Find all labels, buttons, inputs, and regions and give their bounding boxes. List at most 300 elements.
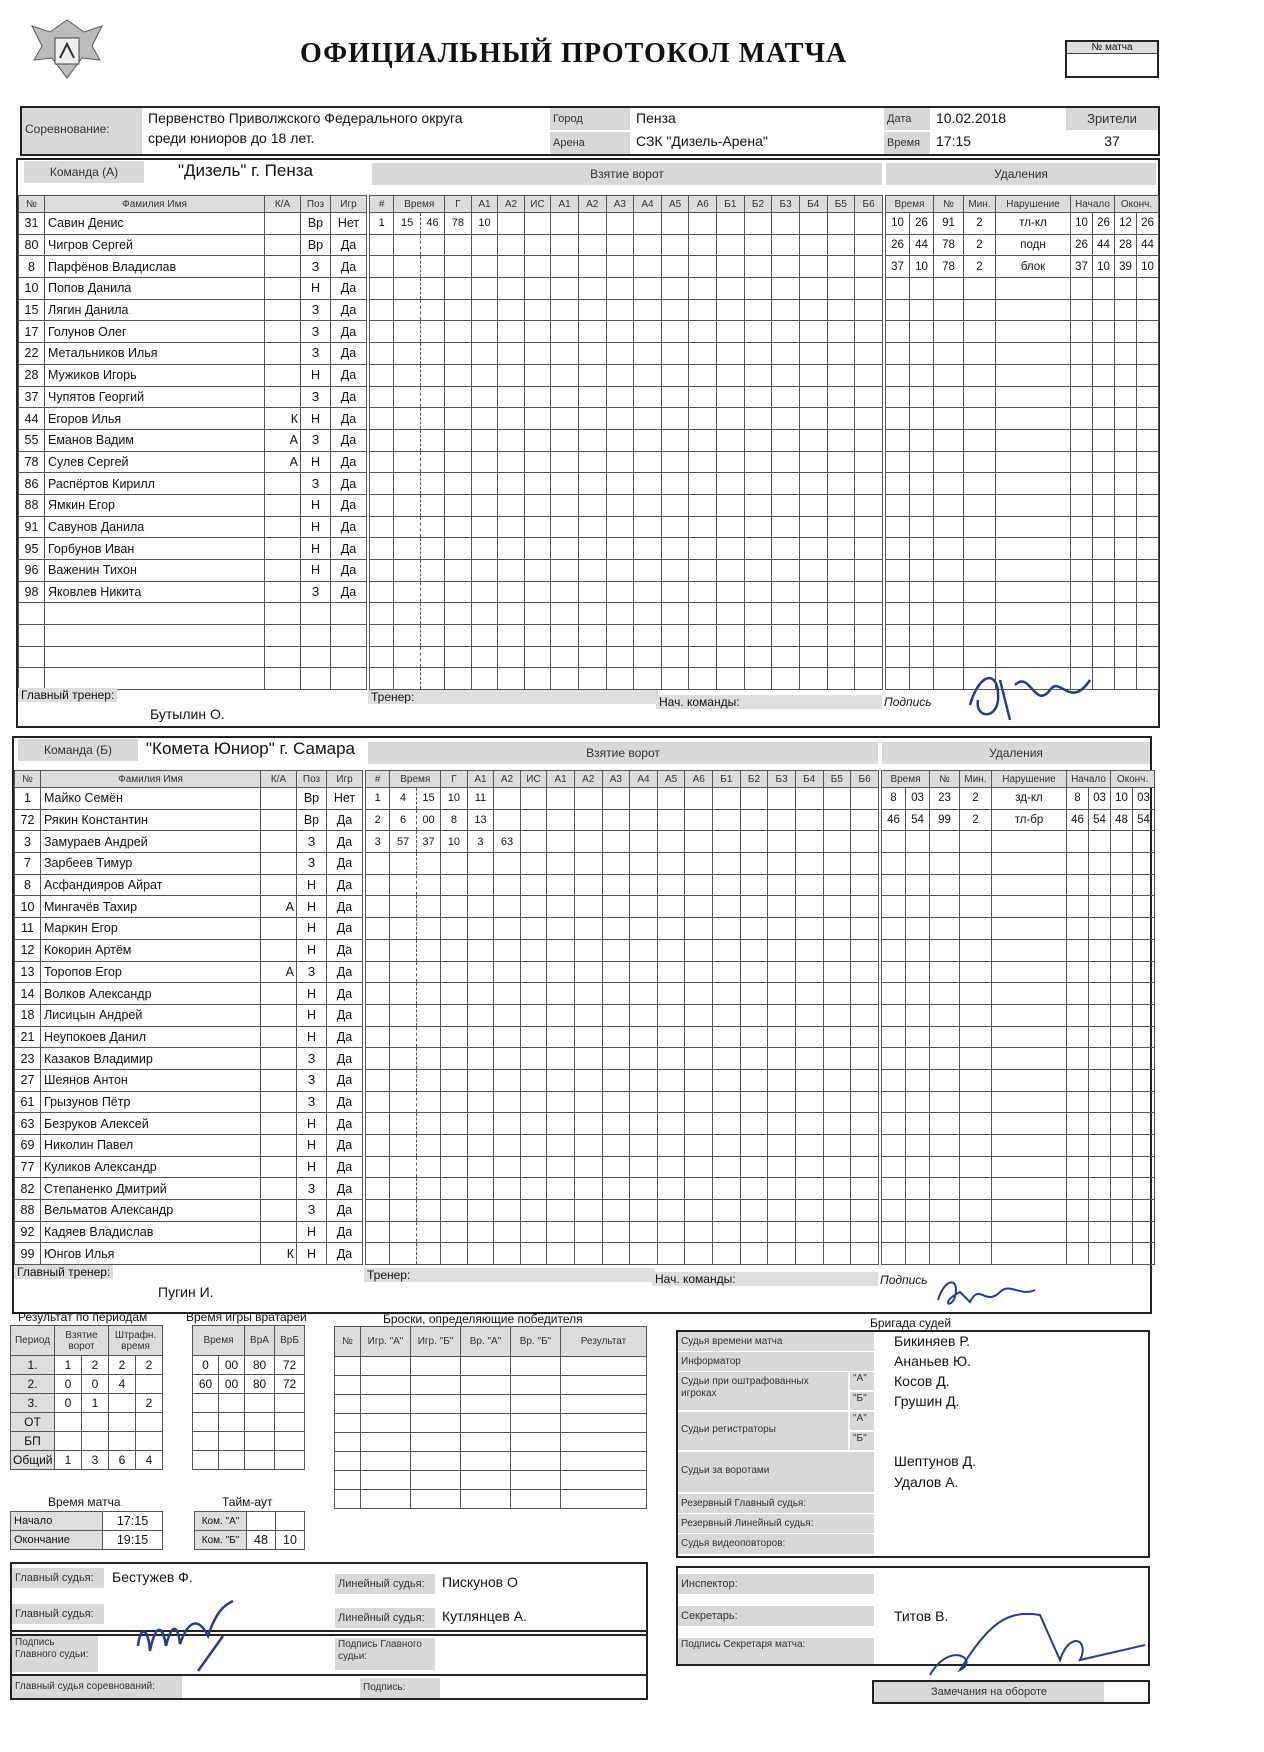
penalty-row bbox=[886, 408, 1159, 430]
penalty-row bbox=[882, 1178, 1155, 1200]
goal-cell bbox=[551, 343, 579, 365]
goal-cell bbox=[689, 625, 717, 647]
penalty-cell bbox=[992, 1004, 1067, 1026]
penalty-cell bbox=[996, 603, 1071, 625]
penalty-cell bbox=[1067, 1069, 1089, 1091]
goal-cell bbox=[602, 1048, 630, 1070]
table-row bbox=[19, 538, 367, 560]
penalty-cell bbox=[1137, 299, 1159, 321]
goal-cell bbox=[471, 560, 498, 582]
goal-cell bbox=[685, 896, 713, 918]
penalty-cell bbox=[960, 1221, 992, 1243]
spectators: 37 bbox=[1104, 133, 1120, 149]
shootout-cell bbox=[561, 1395, 647, 1414]
player-name: Голунов Олег bbox=[45, 321, 265, 343]
player-igr: Да bbox=[327, 1178, 363, 1200]
penalty-cell bbox=[934, 625, 964, 647]
goal-cell bbox=[851, 1178, 879, 1200]
player-igr: Да bbox=[327, 983, 363, 1005]
goal-cell bbox=[441, 1156, 468, 1178]
penalty-cell: 78 bbox=[934, 234, 964, 256]
gk-row bbox=[193, 1394, 305, 1413]
gk-row bbox=[193, 1413, 305, 1432]
penalty-row bbox=[882, 874, 1155, 896]
penalty-cell: тл-кл bbox=[996, 213, 1071, 235]
shootout-cell bbox=[411, 1357, 461, 1376]
goal-cell bbox=[630, 918, 658, 940]
penalty-cell bbox=[996, 538, 1071, 560]
goal-cell bbox=[634, 473, 662, 495]
goal-cell bbox=[578, 451, 606, 473]
goal-cell bbox=[524, 299, 551, 321]
goal-cell bbox=[740, 1026, 768, 1048]
penalty-cell: 46 bbox=[1067, 809, 1089, 831]
penalty-cell bbox=[1093, 429, 1115, 451]
goal-cell bbox=[713, 918, 741, 940]
penalty-cell bbox=[910, 494, 934, 516]
goal-row bbox=[366, 983, 879, 1005]
table-row bbox=[19, 256, 367, 278]
player-ka bbox=[265, 516, 301, 538]
goal-cell bbox=[657, 1178, 685, 1200]
penalty-cell: 2 bbox=[964, 213, 996, 235]
goal-cell bbox=[520, 961, 547, 983]
penalty-cell bbox=[1133, 939, 1155, 961]
penalty-cell bbox=[964, 538, 996, 560]
period-cell bbox=[55, 1432, 82, 1451]
goal-cell bbox=[606, 256, 634, 278]
goal-cell bbox=[524, 646, 551, 668]
goal-cell bbox=[689, 538, 717, 560]
shootout-row bbox=[335, 1376, 647, 1395]
penalty-cell: 44 bbox=[1137, 234, 1159, 256]
penalty-cell bbox=[906, 983, 930, 1005]
goal-cell bbox=[524, 625, 551, 647]
player-pos: Н bbox=[297, 1221, 327, 1243]
goal-cell bbox=[441, 1200, 468, 1222]
penalty-cell bbox=[882, 961, 906, 983]
team-b-head-coach: Пугин И. bbox=[158, 1284, 214, 1300]
penalty-cell bbox=[934, 538, 964, 560]
goal-cell bbox=[370, 668, 394, 690]
player-pos: З bbox=[297, 853, 327, 875]
penalty-cell bbox=[960, 1243, 992, 1265]
player-ka bbox=[261, 1004, 297, 1026]
goal-cell bbox=[827, 343, 855, 365]
penalty-cell bbox=[1137, 646, 1159, 668]
period-cell: 2. bbox=[11, 1375, 55, 1394]
goal-cell: 15 bbox=[416, 788, 440, 810]
goal-cell bbox=[524, 408, 551, 430]
goal-cell bbox=[498, 321, 525, 343]
remarks-box bbox=[872, 1680, 1150, 1704]
player-pos: Н bbox=[297, 874, 327, 896]
end-time: 19:15 bbox=[103, 1531, 163, 1550]
goal-cell bbox=[657, 831, 685, 853]
goal-cell bbox=[744, 538, 772, 560]
penalty-row bbox=[882, 1135, 1155, 1157]
player-num: 27 bbox=[15, 1069, 41, 1091]
player-pos: З bbox=[297, 1048, 327, 1070]
goal-cell bbox=[416, 939, 440, 961]
penalty-cell bbox=[1071, 560, 1093, 582]
goal-cell bbox=[657, 1026, 685, 1048]
goal-cell bbox=[689, 299, 717, 321]
player-pos: З bbox=[301, 321, 331, 343]
goal-cell bbox=[416, 1048, 440, 1070]
team-b-name: "Комета Юниор" г. Самара bbox=[146, 739, 356, 758]
goal-cell bbox=[524, 386, 551, 408]
goal-cell bbox=[630, 1200, 658, 1222]
player-num: 23 bbox=[15, 1048, 41, 1070]
goal-cell bbox=[471, 581, 498, 603]
goal-cell bbox=[657, 918, 685, 940]
penalty-cell: 2 bbox=[964, 234, 996, 256]
player-igr: Да bbox=[327, 809, 363, 831]
goal-cell bbox=[390, 1135, 417, 1157]
goal-cell bbox=[578, 668, 606, 690]
goal-cell bbox=[685, 1221, 713, 1243]
penalty-cell bbox=[930, 918, 960, 940]
goal-cell bbox=[574, 1221, 602, 1243]
penalty-cell bbox=[1089, 1135, 1111, 1157]
goal-cell bbox=[768, 1135, 796, 1157]
player-num: 44 bbox=[19, 408, 45, 430]
penalty-row bbox=[882, 896, 1155, 918]
penalty-cell bbox=[1137, 386, 1159, 408]
goal-cell bbox=[520, 1200, 547, 1222]
table-row bbox=[15, 1135, 363, 1157]
goal-cell bbox=[772, 581, 800, 603]
penalty-cell: 2 bbox=[960, 788, 992, 810]
goal-cell bbox=[547, 1243, 575, 1265]
goal-cell bbox=[689, 451, 717, 473]
player-name: Савунов Данила bbox=[45, 516, 265, 538]
goal-cell: 57 bbox=[390, 831, 417, 853]
goal-cell bbox=[768, 1026, 796, 1048]
goal-cell bbox=[630, 939, 658, 961]
penalty-cell bbox=[1089, 1026, 1111, 1048]
penalty-cell bbox=[1093, 494, 1115, 516]
goal-cell bbox=[713, 788, 741, 810]
penalty-cell bbox=[1137, 451, 1159, 473]
penalty-row bbox=[882, 961, 1155, 983]
penalty-cell bbox=[1067, 1156, 1089, 1178]
penalty-cell bbox=[1071, 408, 1093, 430]
goal-cell bbox=[471, 321, 498, 343]
penalty-cell bbox=[934, 408, 964, 430]
goal-cell bbox=[851, 788, 879, 810]
penalty-cell bbox=[886, 494, 910, 516]
player-pos: З bbox=[301, 429, 331, 451]
col-slot: А4 bbox=[630, 771, 658, 788]
goal-cell bbox=[471, 473, 498, 495]
col-slot: Б1 bbox=[717, 196, 745, 213]
penalty-cell bbox=[906, 1200, 930, 1222]
penalty-row bbox=[882, 1221, 1155, 1243]
col-goal-time: Время bbox=[394, 196, 445, 213]
goal-cell bbox=[855, 408, 883, 430]
penalty-cell bbox=[1115, 668, 1137, 690]
goal-row bbox=[366, 1048, 879, 1070]
shootout-cell bbox=[411, 1395, 461, 1414]
table-row bbox=[19, 451, 367, 473]
penalty-cell bbox=[1067, 1091, 1089, 1113]
goal-cell bbox=[823, 1091, 851, 1113]
goal-cell bbox=[634, 625, 662, 647]
penalty-cell bbox=[1071, 494, 1093, 516]
penalty-cell bbox=[886, 278, 910, 300]
goal-cell bbox=[394, 603, 421, 625]
goal-row bbox=[370, 494, 883, 516]
goal-cell bbox=[370, 429, 394, 451]
table-row bbox=[19, 625, 367, 647]
sign-main-ref-label: Подпись Главного судьи: bbox=[12, 1636, 98, 1672]
goal-cell bbox=[772, 473, 800, 495]
goal-cell bbox=[574, 1069, 602, 1091]
penalty-cell bbox=[1093, 625, 1115, 647]
penalty-cell bbox=[1133, 918, 1155, 940]
penalty-cell bbox=[1093, 560, 1115, 582]
penalty-cell bbox=[1133, 1243, 1155, 1265]
penalty-cell bbox=[882, 1113, 906, 1135]
goal-cell bbox=[630, 1178, 658, 1200]
player-num: 14 bbox=[15, 983, 41, 1005]
goal-cell bbox=[441, 918, 468, 940]
penalty-cell bbox=[1067, 896, 1089, 918]
goal-cell bbox=[634, 386, 662, 408]
goal-cell bbox=[657, 1221, 685, 1243]
penalty-cell bbox=[886, 646, 910, 668]
goal-cell bbox=[551, 451, 579, 473]
goal-cell bbox=[494, 961, 521, 983]
goal-cell bbox=[551, 364, 579, 386]
goal-cell: 15 bbox=[394, 213, 421, 235]
gk-row bbox=[193, 1451, 305, 1470]
goal-cell bbox=[494, 1156, 521, 1178]
shootout-cell bbox=[335, 1433, 361, 1452]
col-slot: Б1 bbox=[713, 771, 741, 788]
timeout-table bbox=[194, 1511, 305, 1550]
goal-cell bbox=[420, 386, 444, 408]
shootout-row bbox=[335, 1433, 647, 1452]
goal-cell bbox=[416, 853, 440, 875]
penalty-cell bbox=[1111, 1113, 1133, 1135]
goal-cell bbox=[574, 1243, 602, 1265]
penalty-cell bbox=[964, 364, 996, 386]
penbox-label: Судьи при оштрафованных игроках bbox=[678, 1372, 848, 1410]
player-ka bbox=[261, 1048, 297, 1070]
penalty-cell: зд-кл bbox=[992, 788, 1067, 810]
goal-cell bbox=[445, 299, 472, 321]
goal-cell bbox=[498, 234, 525, 256]
goal-cell bbox=[524, 213, 551, 235]
player-name: Волков Александр bbox=[41, 983, 261, 1005]
goal-cell bbox=[494, 939, 521, 961]
penalty-cell bbox=[1093, 473, 1115, 495]
goal-cell bbox=[799, 234, 827, 256]
goal-cell bbox=[547, 1178, 575, 1200]
period-cell: 2 bbox=[109, 1356, 136, 1375]
goal-cell bbox=[685, 1004, 713, 1026]
period-cell: 1 bbox=[55, 1356, 82, 1375]
goal-cell bbox=[657, 983, 685, 1005]
goal-cell bbox=[823, 1069, 851, 1091]
goal-cell bbox=[524, 494, 551, 516]
goal-cell bbox=[685, 1156, 713, 1178]
penalty-cell bbox=[992, 939, 1067, 961]
goal-cell bbox=[851, 831, 879, 853]
shootout-cell bbox=[461, 1414, 511, 1433]
player-igr: Да bbox=[331, 299, 367, 321]
goal-cell bbox=[574, 961, 602, 983]
player-pos: Вр bbox=[301, 213, 331, 235]
goal-cell bbox=[661, 516, 689, 538]
player-num: 88 bbox=[19, 494, 45, 516]
table-row bbox=[15, 809, 363, 831]
penalty-cell bbox=[910, 451, 934, 473]
penalty-cell: 26 bbox=[1093, 213, 1115, 235]
goal-cell bbox=[394, 560, 421, 582]
penalty-cell bbox=[1067, 918, 1089, 940]
goal-cell bbox=[520, 983, 547, 1005]
penalty-cell bbox=[1093, 299, 1115, 321]
goal-cell bbox=[366, 939, 390, 961]
goal-cell bbox=[795, 1178, 823, 1200]
goal-cell bbox=[717, 321, 745, 343]
penalty-cell bbox=[960, 1113, 992, 1135]
goal-cell bbox=[602, 1069, 630, 1091]
goal-cell: 3 bbox=[467, 831, 494, 853]
goal-cell bbox=[772, 516, 800, 538]
penalty-cell: 39 bbox=[1115, 256, 1137, 278]
goal-cell bbox=[661, 429, 689, 451]
goal-cell bbox=[445, 321, 472, 343]
penalty-cell bbox=[1093, 408, 1115, 430]
goal-cell bbox=[827, 603, 855, 625]
goal-cell bbox=[524, 538, 551, 560]
goal-cell bbox=[855, 473, 883, 495]
penalty-cell bbox=[996, 408, 1071, 430]
player-ka bbox=[265, 581, 301, 603]
federation-logo bbox=[20, 12, 115, 87]
goal-cell bbox=[661, 538, 689, 560]
player-igr bbox=[331, 603, 367, 625]
periods-table bbox=[10, 1325, 163, 1470]
goal-cell bbox=[578, 213, 606, 235]
goal-cell bbox=[823, 961, 851, 983]
penalty-cell bbox=[930, 1243, 960, 1265]
goal-cell bbox=[634, 494, 662, 516]
remarks-label: Замечания на обороте bbox=[874, 1682, 1104, 1702]
player-igr: Да bbox=[331, 538, 367, 560]
goal-cell bbox=[772, 494, 800, 516]
penalty-cell bbox=[1089, 853, 1111, 875]
goal-cell bbox=[851, 918, 879, 940]
goal-cell bbox=[630, 1113, 658, 1135]
player-ka bbox=[261, 809, 297, 831]
line-ref-1: Пискунов О bbox=[442, 1574, 518, 1590]
player-igr: Да bbox=[327, 1004, 363, 1026]
player-ka bbox=[261, 1178, 297, 1200]
player-num: 1 bbox=[15, 788, 41, 810]
goal-cell bbox=[394, 516, 421, 538]
player-num: 61 bbox=[15, 1091, 41, 1113]
goal-cell bbox=[602, 1243, 630, 1265]
gk-cell bbox=[275, 1413, 305, 1432]
goal-cell bbox=[685, 874, 713, 896]
goal-cell bbox=[634, 343, 662, 365]
shootout-cell bbox=[335, 1395, 361, 1414]
shootout-cell bbox=[411, 1414, 461, 1433]
penalty-cell bbox=[996, 494, 1071, 516]
penalty-cell bbox=[910, 429, 934, 451]
goal-cell bbox=[630, 1243, 658, 1265]
goal-cell bbox=[827, 256, 855, 278]
goal-cell bbox=[855, 538, 883, 560]
goal-cell bbox=[520, 831, 547, 853]
goal-cell bbox=[772, 538, 800, 560]
goal-cell bbox=[366, 853, 390, 875]
timeout-a-min bbox=[247, 1512, 276, 1531]
page-title: ОФИЦИАЛЬНЫЙ ПРОТОКОЛ МАТЧА bbox=[300, 38, 848, 69]
competition-line2: среди юниоров до 18 лет. bbox=[148, 130, 315, 146]
goal-row bbox=[370, 451, 883, 473]
penalty-cell bbox=[1133, 1156, 1155, 1178]
goal-cell bbox=[471, 256, 498, 278]
goal-cell bbox=[574, 1135, 602, 1157]
goal-cell bbox=[547, 1200, 575, 1222]
goal-cell bbox=[441, 1243, 468, 1265]
penalty-cell bbox=[934, 343, 964, 365]
penalty-cell bbox=[886, 299, 910, 321]
goal-cell bbox=[547, 1221, 575, 1243]
goal-row bbox=[366, 1243, 879, 1265]
penalty-cell bbox=[960, 1156, 992, 1178]
goal-cell bbox=[661, 386, 689, 408]
player-name: Ямкин Егор bbox=[45, 494, 265, 516]
penalty-cell bbox=[992, 1069, 1067, 1091]
goal-cell bbox=[602, 896, 630, 918]
goal-cell bbox=[366, 1026, 390, 1048]
penalty-row bbox=[882, 1200, 1155, 1222]
goal-cell bbox=[606, 668, 634, 690]
penalty-cell bbox=[1067, 961, 1089, 983]
goal-cell bbox=[661, 408, 689, 430]
goal-row bbox=[366, 1221, 879, 1243]
goal-judges-label: Судьи за воротами bbox=[678, 1452, 874, 1492]
goal-cell bbox=[740, 1069, 768, 1091]
goal-cell bbox=[772, 646, 800, 668]
goal-cell bbox=[657, 1113, 685, 1135]
goal-cell bbox=[744, 386, 772, 408]
player-igr: Да bbox=[327, 1069, 363, 1091]
gk-cell: 72 bbox=[275, 1375, 305, 1394]
penalty-cell bbox=[934, 299, 964, 321]
goal-cell bbox=[445, 494, 472, 516]
goal-cell bbox=[416, 1156, 440, 1178]
penalty-cell bbox=[1115, 386, 1137, 408]
goal-cell bbox=[657, 1200, 685, 1222]
goal-cell bbox=[494, 1135, 521, 1157]
penalty-cell bbox=[964, 494, 996, 516]
goal-row bbox=[366, 809, 879, 831]
player-igr: Да bbox=[331, 321, 367, 343]
player-ka bbox=[265, 278, 301, 300]
goal-cell bbox=[390, 939, 417, 961]
goal-cell bbox=[768, 1178, 796, 1200]
goal-cell bbox=[551, 386, 579, 408]
